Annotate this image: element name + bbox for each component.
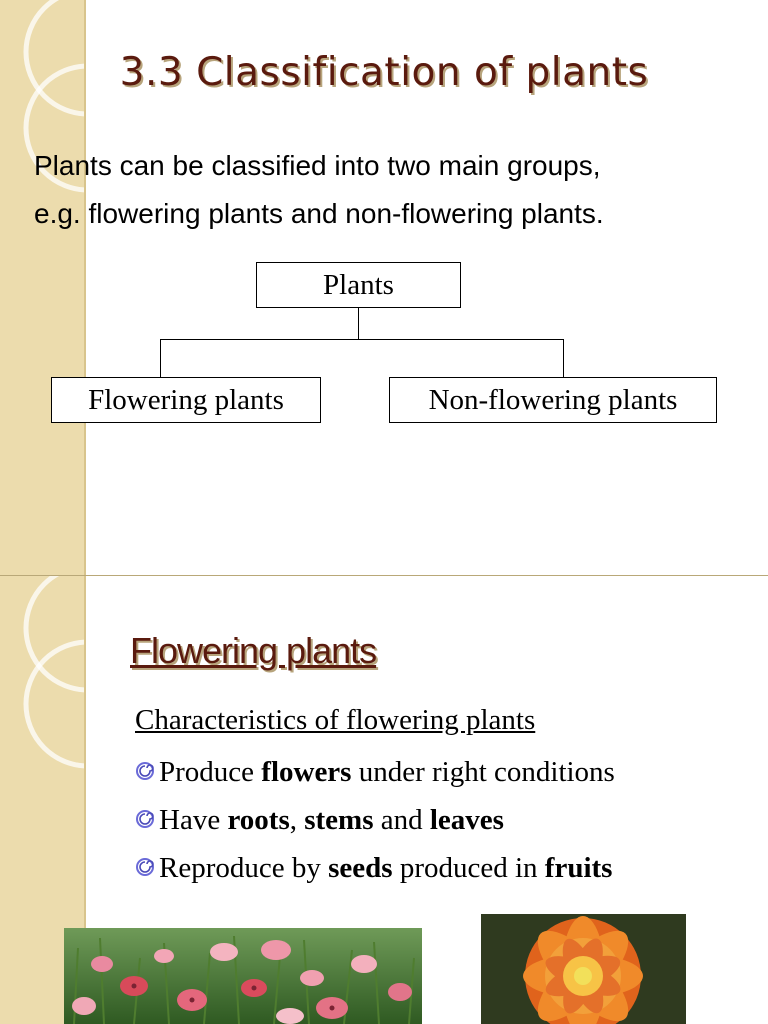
intro-line-2: e.g. flowering plants and non-flowering plants. [34, 198, 604, 229]
bullet-text: and [373, 804, 430, 836]
tree-node-non-flowering: Non-flowering plants [389, 377, 717, 423]
orange-marigold-photo [481, 914, 686, 1024]
bullet-bold: stems [304, 804, 374, 836]
bullet-text: produced in [392, 852, 545, 884]
characteristics-subheading: Characteristics of flowering plants [135, 704, 536, 736]
bullet-bold: flowers [261, 756, 352, 788]
list-item [135, 848, 615, 896]
list-item [135, 752, 615, 800]
bullet-text: , [289, 804, 305, 836]
list-item [135, 800, 615, 848]
tree-node-plants: Plants [256, 262, 461, 308]
bullet-bold: roots [227, 804, 290, 836]
bullet-text: Reproduce by [159, 852, 329, 884]
tree-node-flowering: Flowering plants [51, 377, 321, 423]
section-heading: Flowering plants [130, 630, 377, 671]
swirl-bullet-icon [135, 761, 155, 781]
bullet-text: Have [159, 804, 228, 836]
pink-poppy-field-photo [64, 928, 422, 1024]
swirl-bullet-icon [135, 857, 155, 877]
intro-line-1: Plants can be classified into two main groups, [34, 150, 601, 181]
bullet-text: under right conditions [351, 756, 615, 788]
bullet-bold: fruits [544, 852, 613, 884]
characteristics-list [135, 752, 615, 896]
slide-flowering-plants [0, 576, 768, 1024]
bullet-bold: seeds [328, 852, 393, 884]
slide-title: 3.3 Classification of plants [119, 50, 649, 95]
swirl-bullet-icon [135, 809, 155, 829]
bullet-bold: leaves [429, 804, 504, 836]
bullet-text: Produce [159, 756, 262, 788]
